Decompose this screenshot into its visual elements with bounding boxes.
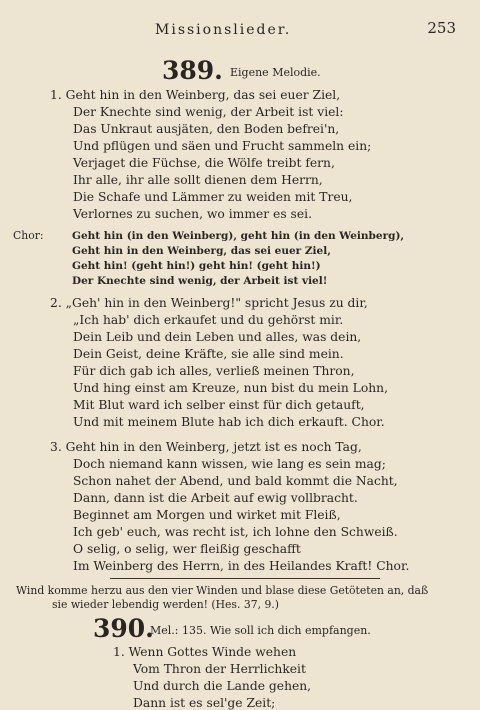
verse-line: Im Weinberg des Herrn, in des Heilandes Kraft! Chor. [73,559,410,573]
verse-line: Ihr alle, ihr alle sollt dienen dem Herrn, [73,173,323,187]
verse-line: Dein Leib und dein Leben und alles, was dein, [73,330,362,344]
verse-line: Und hing einst am Kreuze, nun bist du mein Lohn, [73,381,388,395]
hymn-number-389: 389. [162,56,223,85]
verse-line: Verlornes zu suchen, wo immer es sei. [73,207,312,221]
verse-line: Vom Thron der Herrlichkeit [133,662,306,676]
verse-line: „Ich hab' dich erkaufet und du gehörst mir. [73,313,344,327]
verse-line: Dann, dann ist die Arbeit auf ewig vollbracht. [73,491,358,505]
divider-rule [110,578,380,579]
chorus-line: Geht hin! (geht hin!) geht hin! (geht hin!) [72,260,321,272]
verse-line: Doch niemand kann wissen, wie lang es sein mag; [73,457,386,471]
epigraph-line: Wind komme herzu aus den vier Winden und blase diese Getöteten an, daß [16,584,429,597]
chorus-line: Geht hin (in den Weinberg), geht hin (in den Weinberg), [72,230,405,242]
hymn-389-melody: Eigene Melodie. [230,66,321,79]
verse-line: Mit Blut ward ich selber einst für dich getauft, [73,398,365,412]
chorus-label: Chor: [13,229,44,242]
verse-line: Für dich gab ich alles, verließ meinen Thron, [73,364,355,378]
verse-line: Ich geb' euch, was recht ist, ich lohne den Schweiß. [73,525,398,539]
verse-line: Das Unkraut ausjäten, den Boden befrei'n, [73,122,340,136]
verse-line: Und durch die Lande gehen, [133,679,312,693]
verse-line: Verjaget die Füchse, die Wölfe treibt fern, [73,156,335,170]
verse-line: Die Schafe und Lämmer zu weiden mit Treu, [73,190,353,204]
epigraph-line: sie wieder lebendig werden! (Hes. 37, 9.) [52,598,279,611]
verse-line: Dein Geist, deine Kräfte, sie alle sind mein. [73,347,344,361]
verse-line: Schon nahet der Abend, und bald kommt die Nacht, [73,474,398,488]
hymn-number-390: 390. [93,614,154,643]
verse-line: Beginnet am Morgen und wirket mit Fleiß, [73,508,341,522]
section-header: Missionslieder. [155,22,292,38]
verse-line: 3. Geht hin in den Weinberg, jetzt ist es noch Tag, [50,440,362,454]
verse-line: O selig, o selig, wer fleißig geschafft [73,542,301,556]
verse-line: Und mit meinem Blute hab ich dich erkauft. Chor. [73,415,385,429]
chorus-line: Geht hin in den Weinberg, das sei euer Ziel, [72,245,331,257]
verse-line: Der Knechte sind wenig, der Arbeit ist viel: [73,105,344,119]
verse-line: Dann ist es sel'ge Zeit; [133,696,276,710]
hymn-390-melody: Mel.: 135. Wie soll ich dich empfangen. [150,624,371,637]
verse-line: 2. „Geh' hin in den Weinberg!" spricht Jesus zu dir, [50,296,368,310]
verse-line: Und pflügen und säen und Frucht sammeln ein; [73,139,372,153]
verse-line: 1. Wenn Gottes Winde wehen [113,645,297,659]
chorus-line: Der Knechte sind wenig, der Arbeit ist viel! [72,275,328,287]
verse-line: 1. Geht hin in den Weinberg, das sei euer Ziel, [50,88,341,102]
page-number: 253 [427,19,456,37]
